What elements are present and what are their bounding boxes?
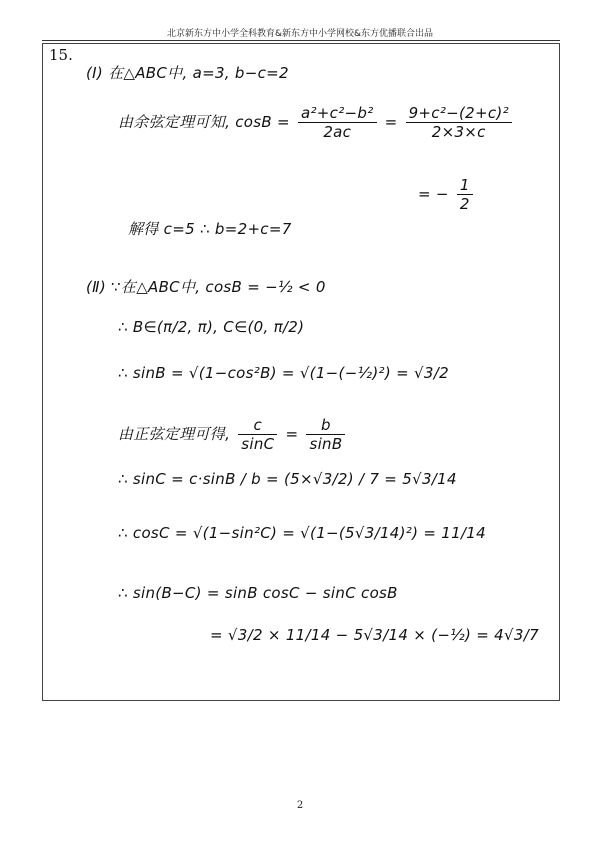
page-number: 2 [296,800,304,811]
sine-law-label: 由正弦定理可得, [118,425,231,443]
cos-substituted-numerator: 9+c²−(2+c)² [406,104,512,123]
cos-result-denominator: 2 [459,195,470,213]
sine-law-rhs-numerator: b [306,416,345,435]
cos-formula-denominator: 2ac [323,123,352,141]
cos-substituted-denominator: 2×3×c [431,123,486,141]
sine-law-equals: = [285,425,299,443]
cos-substituted-fraction [406,104,512,141]
part2-given: (Ⅱ) ∵在△ABC中, cosB = −½ < 0 [86,278,326,296]
part2-sinB: ∴ sinB = √(1−cos²B) = √(1−(−½)²) = √3/2 [118,364,449,382]
question-number: 15. [49,46,73,64]
sine-law-lhs [238,416,277,453]
cos-formula-numerator: a²+c²−b² [298,104,377,123]
part2-sin-difference-value: = √3/2 × 11/14 − 5√3/14 × (−½) = 4√3/7 [210,626,539,644]
page-header: 北京新东方中小学全科教育&新东方中小学网校&东方优播联合出品 [166,29,434,39]
sine-law-lhs-numerator: c [238,416,277,435]
sine-law-lhs-denominator: sinC [241,435,275,453]
cos-result-fraction [457,176,473,213]
cos-result-numerator: 1 [457,176,473,195]
cos-formula-fraction [298,104,377,141]
part2-sinC: ∴ sinC = c·sinB / b = (5×√3/2) / 7 = 5√3/14 [118,470,457,488]
cos-result-prefix: = − [418,185,449,203]
header-divider [42,40,560,41]
sine-law-rhs [306,416,345,453]
sine-law-rhs-denominator: sinB [309,435,343,453]
part1-solution: 解得 c=5 ∴ b=2+c=7 [128,220,292,238]
part2-cosC: ∴ cosC = √(1−sin²C) = √(1−(5√3/14)²) = 11/14 [118,524,486,542]
part1-cosine-law [118,104,515,141]
part2-angle-range: ∴ B∈(π/2, π), C∈(0, π/2) [118,318,305,336]
cos-label: 由余弦定理可知, cosB = [118,113,290,131]
part2-sin-difference: ∴ sin(B−C) = sinB cosC − sinC cosB [118,584,398,602]
equals-sign: = [384,113,398,131]
part1-given: (Ⅰ) 在△ABC中, a=3, b−c=2 [86,64,289,82]
part2-sine-law [118,416,348,453]
part1-cos-result [418,176,476,213]
